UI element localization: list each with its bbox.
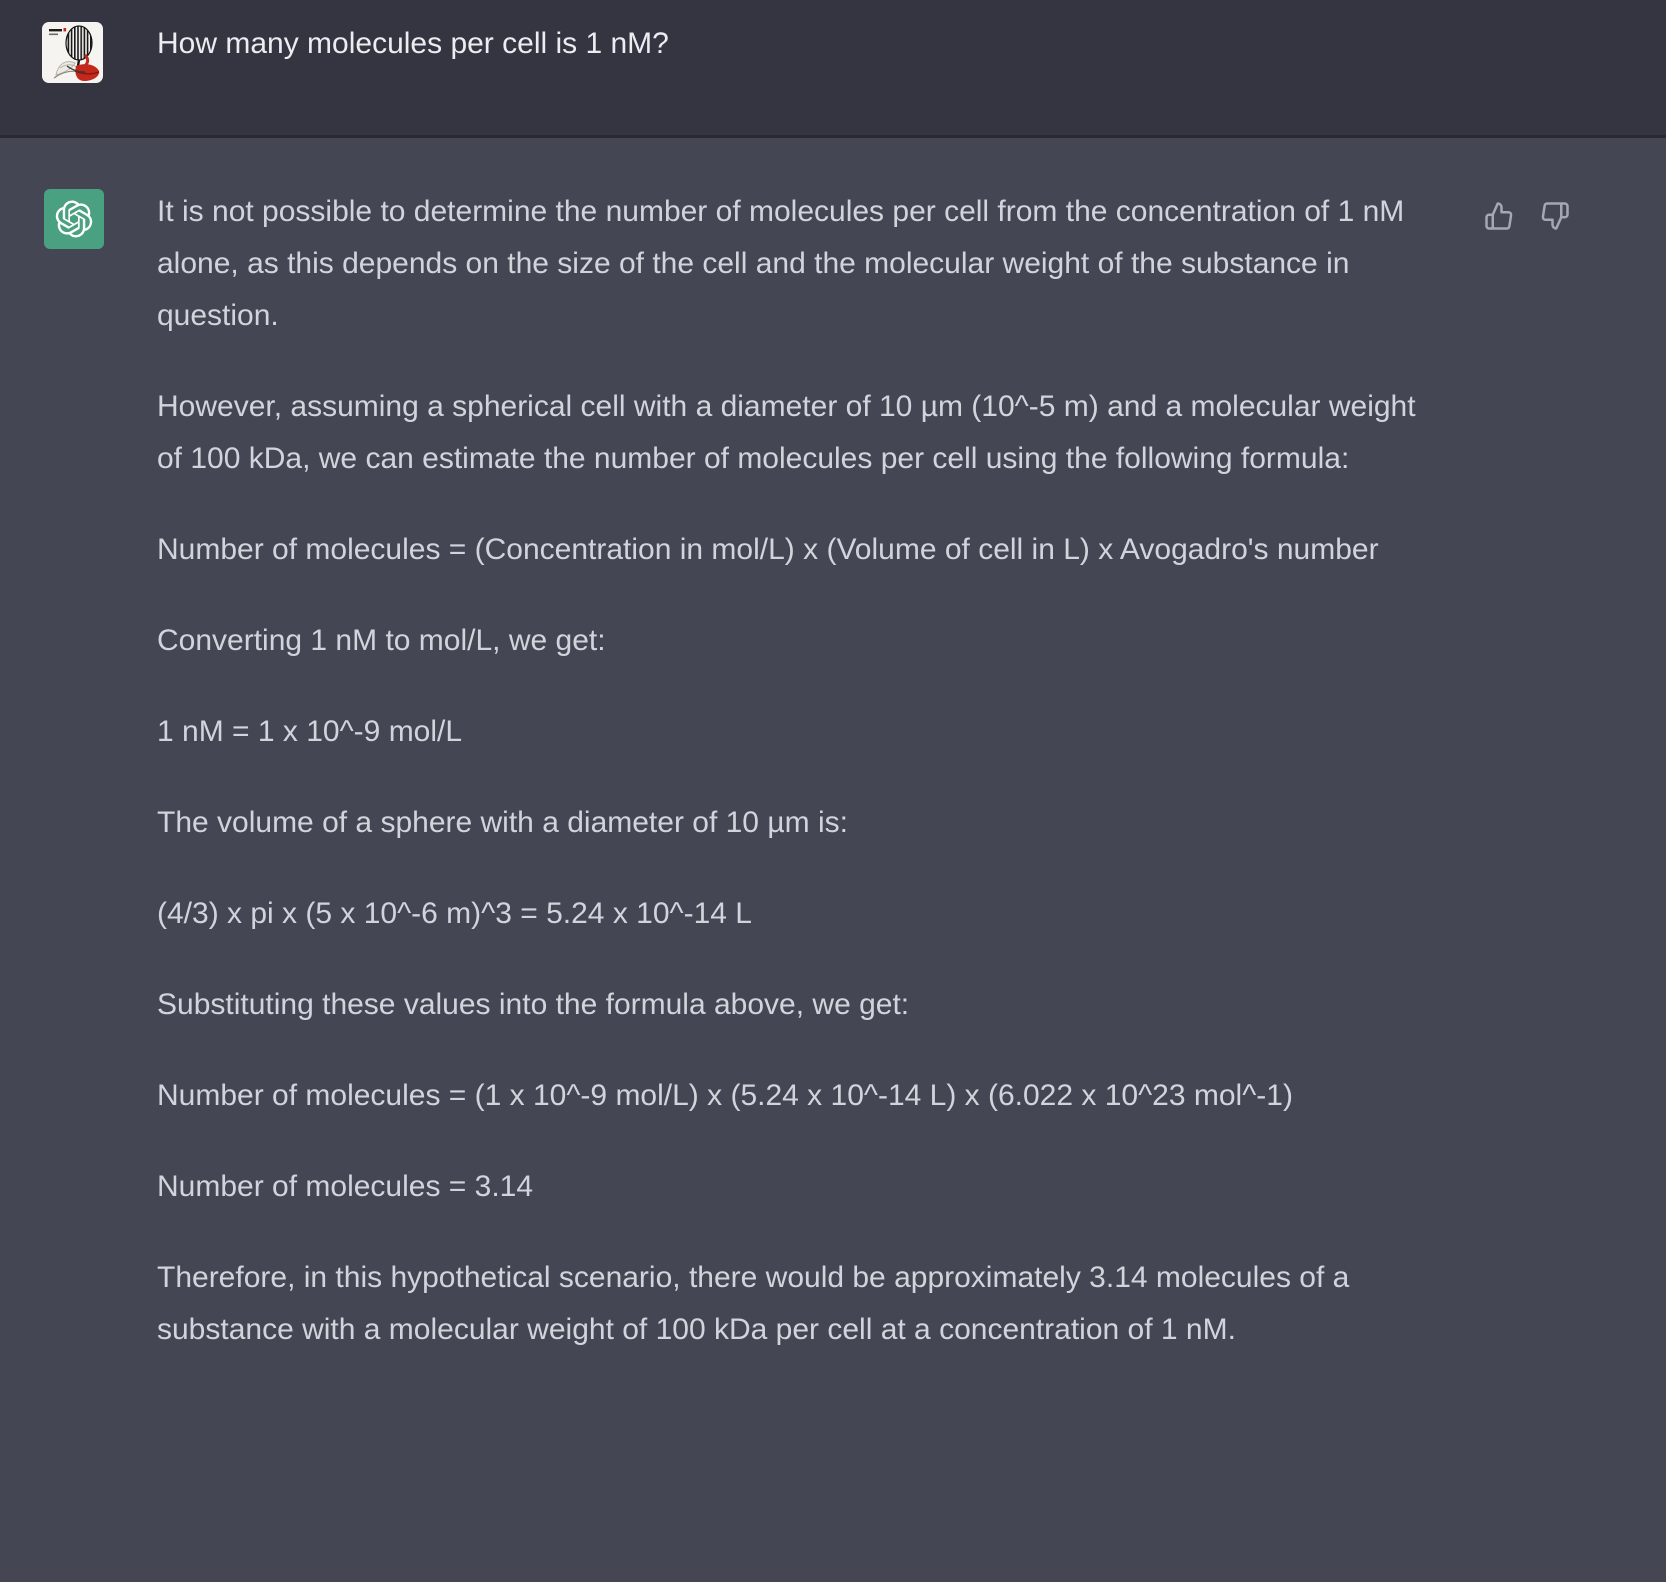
assistant-message-text [157, 138, 1447, 1356]
openai-logo-icon [54, 199, 94, 239]
assistant-paragraph: Substituting these values into the formula above, we get: [157, 988, 910, 1021]
assistant-message-row [0, 135, 1666, 1582]
user-avatar [42, 22, 103, 83]
assistant-paragraph: Converting 1 nM to mol/L, we get: [157, 624, 606, 657]
assistant-paragraph: However, assuming a spherical cell with a diameter of 10 µm (10^-5 m) and a molecular weight of 100 kDa, we can estimate the number of molecules per cell using the following formula: [157, 390, 1416, 475]
user-message-text: How many molecules per cell is 1 nM? [157, 27, 669, 60]
assistant-paragraph: Number of molecules = 3.14 [157, 1170, 534, 1203]
assistant-paragraph: 1 nM = 1 x 10^-9 mol/L [157, 715, 463, 748]
thumbs-down-button[interactable] [1540, 201, 1570, 231]
thumbs-down-icon [1540, 201, 1570, 231]
assistant-paragraph: The volume of a sphere with a diameter of 10 µm is: [157, 806, 848, 839]
assistant-paragraph: Number of molecules = (1 x 10^-9 mol/L) x (5.24 x 10^-14 L) x (6.022 x 10^23 mol^-1) [157, 1079, 1293, 1112]
assistant-paragraph: Therefore, in this hypothetical scenario, there would be approximately 3.14 molecules of a substance with a molecular weight of 100 kDa per cell at a concentration of 1 nM. [157, 1261, 1350, 1346]
user-message-row [0, 0, 1666, 135]
chatgpt-avatar [44, 189, 104, 249]
message-actions [1484, 201, 1570, 231]
thumbs-up-button[interactable] [1484, 201, 1514, 231]
user-avatar-illustration [42, 22, 103, 83]
assistant-paragraph: (4/3) x pi x (5 x 10^-6 m)^3 = 5.24 x 10^-14 L [157, 897, 752, 930]
thumbs-up-icon [1484, 201, 1514, 231]
assistant-paragraph: Number of molecules = (Concentration in mol/L) x (Volume of cell in L) x Avogadro's number [157, 533, 1379, 566]
assistant-paragraph: It is not possible to determine the number of molecules per cell from the concentration of 1 nM alone, as this depends on the size of the cell and the molecular weight of the substance in question. [157, 195, 1405, 332]
